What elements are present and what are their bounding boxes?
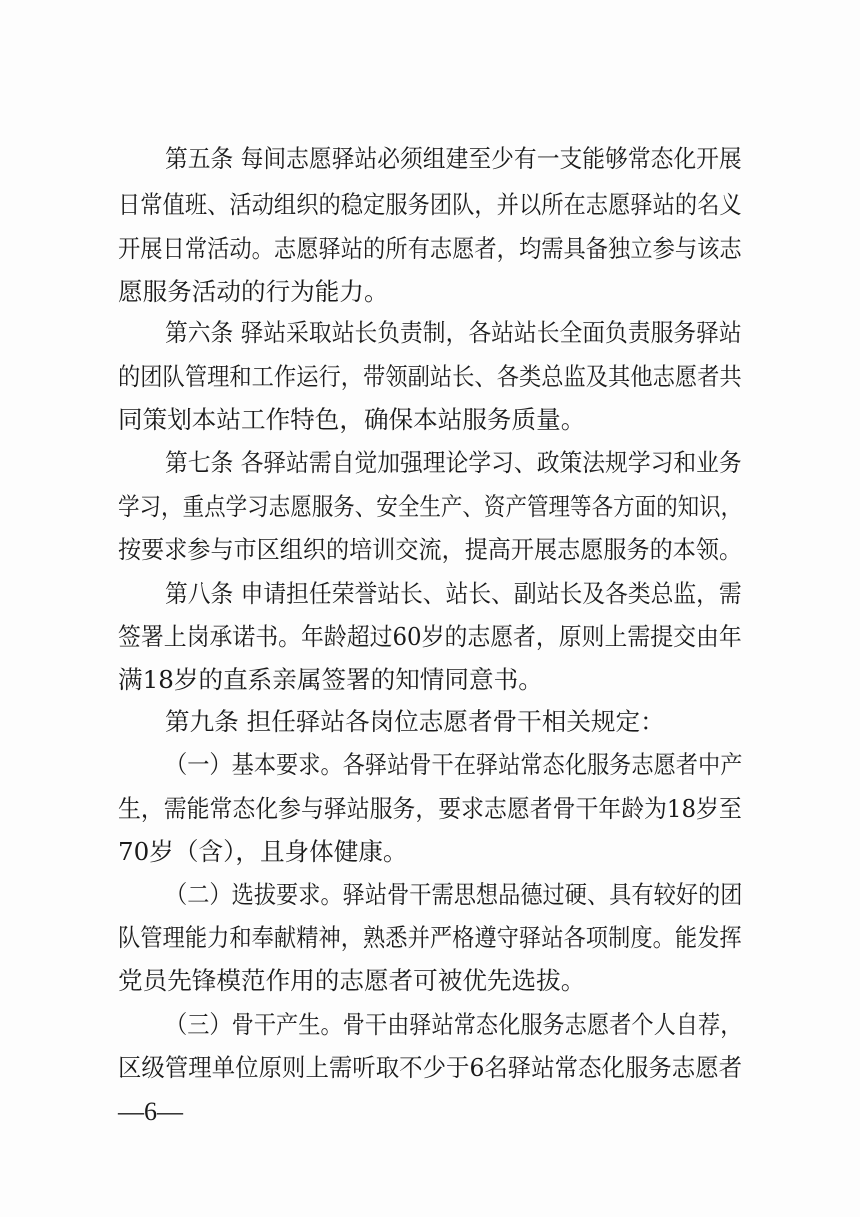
article-5-line-4: 愿服务活动的行为能力。	[118, 277, 389, 306]
item-2-line-3: 党员先锋模范作用的志愿者可被优先选拔。	[118, 966, 586, 995]
article-7-line-1: 第七条 各驿站需自觉加强理论学习、政策法规学习和业务	[165, 448, 742, 477]
article-8-line-3: 满18岁的直系亲属签署的知情同意书。	[118, 665, 543, 694]
article-7-line-2: 学习，重点学习志愿服务、安全生产、资产管理等各方面的知识，	[118, 492, 743, 521]
item-3-line-1: （三）骨干产生。骨干由驿站常态化服务志愿者个人自荐，	[165, 1010, 743, 1039]
article-5-line-3: 开展日常活动。志愿驿站的所有志愿者，均需具备独立参与该志	[118, 234, 742, 263]
article-9-heading: 第九条 担任驿站各岗位志愿者骨干相关规定：	[165, 707, 665, 736]
item-1-line-3: 70岁（含），且身体健康。	[118, 837, 408, 866]
article-6-line-2: 的团队管理和工作运行，带领副站长、各类总监及其他志愿者共	[118, 362, 742, 391]
item-1-line-2: 生，需能常态化参与驿站服务，要求志愿者骨干年龄为18岁至	[118, 794, 742, 823]
article-5-line-1: 第五条 每间志愿驿站必须组建至少有一支能够常态化开展	[165, 144, 742, 173]
item-2-line-1: （二）选拔要求。驿站骨干需思想品德过硬、具有较好的团	[165, 880, 743, 909]
article-8-line-1: 第八条 申请担任荣誉站长、站长、副站长及各类总监，需	[165, 579, 742, 608]
article-8-line-2: 签署上岗承诺书。年龄超过60岁的志愿者，原则上需提交由年	[118, 622, 742, 651]
item-2-line-2: 队管理能力和奉献精神，熟悉并严格遵守驿站各项制度。能发挥	[118, 923, 742, 952]
article-6-line-1: 第六条 驿站采取站长负责制，各站站长全面负责服务驿站	[165, 318, 742, 347]
item-3-line-2: 区级管理单位原则上需听取不少于6名驿站常态化服务志愿者	[118, 1053, 743, 1082]
page-number: —6—	[118, 1097, 183, 1126]
article-6-line-3: 同策划本站工作特色，确保本站服务质量。	[118, 405, 586, 434]
item-1-line-1: （一）基本要求。各驿站骨干在驿站常态化服务志愿者中产	[165, 750, 743, 779]
article-7-line-3: 按要求参与市区组织的培训交流，提高开展志愿服务的本领。	[118, 535, 743, 564]
article-5-line-2: 日常值班、活动组织的稳定服务团队，并以所在志愿驿站的名义	[118, 190, 742, 219]
